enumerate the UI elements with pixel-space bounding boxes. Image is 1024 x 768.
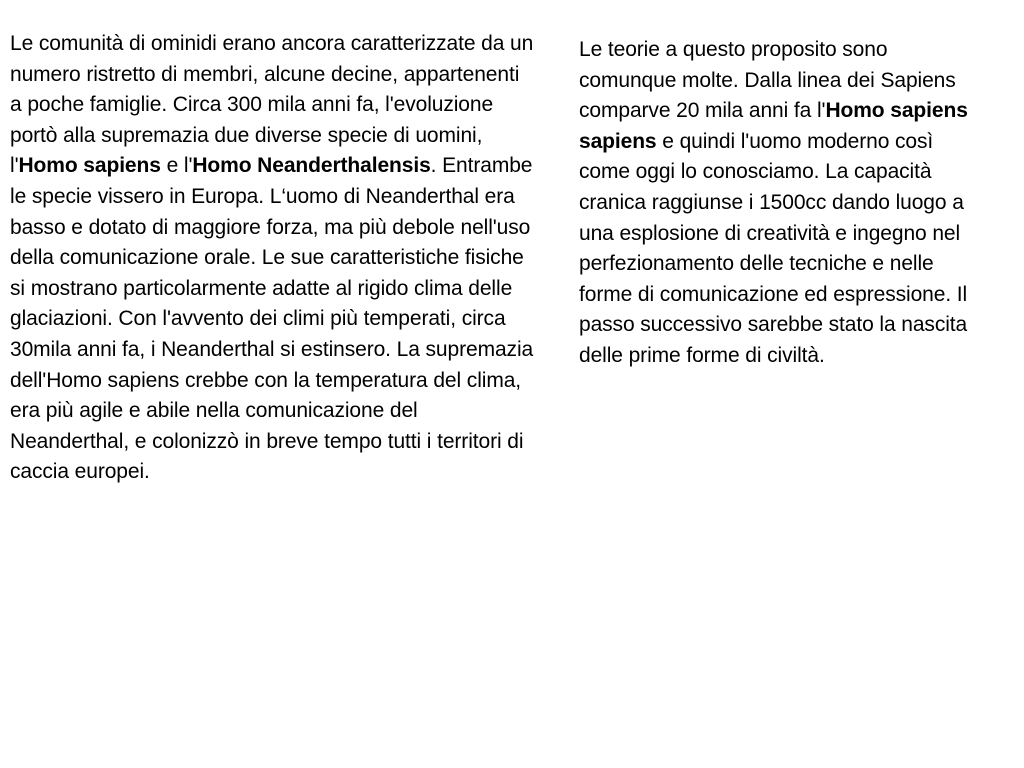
homo-sapiens-term: Homo sapiens — [18, 154, 161, 178]
right-text-part-1: Le teorie a questo proposito sono comunque molte. Dalla linea dei Sapiens comparve 20 mila anni fa l' — [579, 38, 956, 123]
left-text-column — [10, 29, 535, 488]
left-text-part-2: e l' — [160, 154, 193, 178]
left-text-part-1: Le comunità di ominidi erano ancora caratterizzate da un numero ristretto di membri, alcune decine, appartenenti a poche famiglie. Circa 300 mila anni fa, l'evoluzione portò alla supremazia due diverse specie di uomini, l' — [10, 32, 534, 178]
homo-neanderthalensis-term: Homo Neanderthalensis — [192, 154, 431, 178]
right-text-part-2: e quindi l'uomo moderno così come oggi lo conosciamo. La capacità cranica raggiunse i 1500cc dando luogo a una esplosione di creatività e ingegno nel perfezionamento delle tecniche e nelle forme di comunicazione ed espressione. Il passo successivo sarebbe stato la nascita delle prime forme di civiltà. — [579, 129, 968, 367]
homo-sapiens-sapiens-term: Homo sapiens sapiens — [579, 99, 968, 153]
right-text-column — [579, 35, 979, 372]
left-text-part-3: . Entrambe le specie vissero in Europa. L‘uomo di Neanderthal era basso e dotato di maggiore forza, ma più debole nell'uso della comunicazione orale. Le sue caratteristiche fisiche si mostrano particolarmente adatte al rigido clima delle glaciazioni. Con l'avvento dei climi più temperati, circa 30mila anni fa, i Neanderthal si estinsero. La supremazia dell'Homo sapiens crebbe con la temperatura del clima, era più agile e abile nella comunicazione del Neanderthal, e colonizzò in breve tempo tutti i territori di caccia europei. — [10, 154, 534, 484]
